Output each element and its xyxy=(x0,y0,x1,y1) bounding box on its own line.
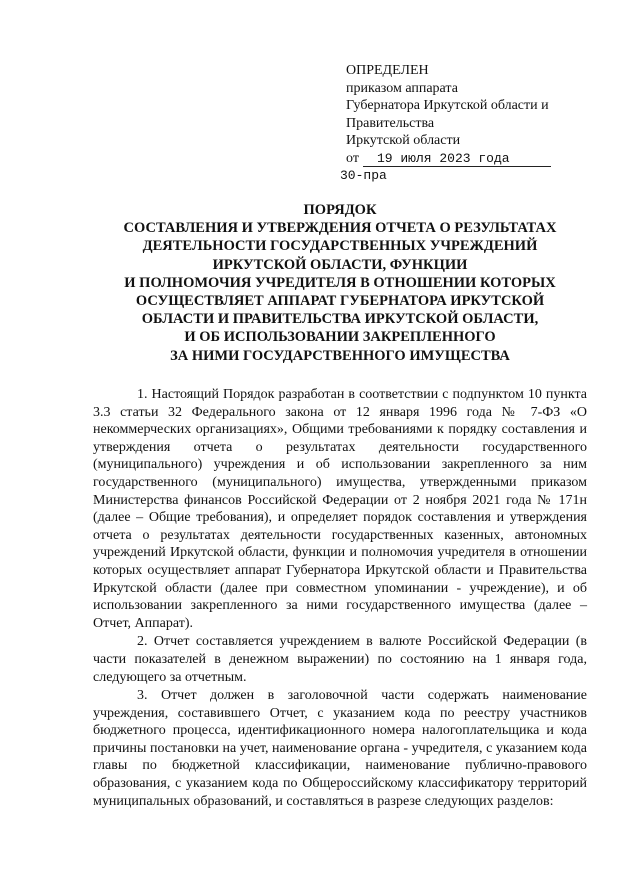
title-line: ПОРЯДОК xyxy=(303,202,377,218)
title-line: ИРКУТСКОЙ ОБЛАСТИ, ФУНКЦИИ xyxy=(212,256,468,273)
title-line: ЗА НИМИ ГОСУДАРСТВЕННОГО ИМУЩЕСТВА xyxy=(170,347,510,364)
title-line: И ОБ ИСПОЛЬЗОВАНИИ ЗАКРЕПЛЕННОГО xyxy=(184,329,496,346)
paragraph-1: 1. Настоящий Порядок разработан в соответствии с подпунктом 10 пункта 3.3 статьи 32 Федерального закона от 12 января 1996 года № 7-ФЗ «О некоммерческих организациях», Общими требованиями к порядку составления и утверждения отчета о результатах деятельности государственного (муниципального) учреждения и об использовании закрепленного за ним государственного (муниципального) имущества, утвержденными приказом Министерства финансов Российской Федерации от 2 ноября 2021 года № 171н (далее – Общие требования), и определяет порядок составления и утверждения отчета о результатах деятельности государственных казенных, автономных учреждений Иркутской области, функции и полномочия учредителя в отношении которых осуществляет аппарат Губернатора Иркутской области и Правительства Иркутской области (далее при совместном упоминании - учреждение), и об использовании закрепленного за ними государственного имущества (далее – Отчет, Аппарат). xyxy=(93,387,587,631)
paragraph-3: 3. Отчет должен в заголовочной части содержать наименование учреждения, составившего Отчет, с указанием кода по реестру участников бюджетного процесса, идентификационного номера налогоплательщика и кода причины постановки на учет, наименование органа - учредителя, с указанием кода главы по бюджетной классификации, наименование публично-правового образования, с указанием кода по Общероссийскому классификатору территорий муниципальных образований, и составляться в разрезе следующих разделов: xyxy=(93,688,587,809)
approval-date-line xyxy=(346,150,586,168)
approval-date: 19 июля 2023 года xyxy=(363,151,551,167)
title-line: СОСТАВЛЕНИЯ И УТВЕРЖДЕНИЯ ОТЧЕТА О РЕЗУЛЬТАТАХ xyxy=(123,220,557,237)
date-prefix: от xyxy=(346,150,359,166)
approval-line: Правительства xyxy=(346,115,435,131)
approval-line: ОПРЕДЕЛЕН xyxy=(346,63,429,78)
document-body xyxy=(93,386,587,810)
document-title xyxy=(100,201,580,365)
title-line: ОБЛАСТИ И ПРАВИТЕЛЬСТВА ИРКУТСКОЙ ОБЛАСТИ, xyxy=(141,311,539,328)
title-line: ДЕЯТЕЛЬНОСТИ ГОСУДАРСТВЕННЫХ УЧРЕЖДЕНИЙ xyxy=(142,238,538,255)
approval-line: приказом аппарата xyxy=(346,80,458,96)
order-number: 30-пра xyxy=(340,168,387,183)
approval-block xyxy=(340,62,586,185)
approval-line: Иркутской области xyxy=(346,133,461,148)
paragraph-2: 2. Отчет составляется учреждением в валюте Российской Федерации (в части показателей в денежном выражении) по состоянию на 1 января года, следующего за отчетным. xyxy=(93,634,587,685)
title-line: ОСУЩЕСТВЛЯЕТ АППАРАТ ГУБЕРНАТОРА ИРКУТСКОЙ xyxy=(135,293,545,310)
title-line: И ПОЛНОМОЧИЯ УЧРЕДИТЕЛЯ В ОТНОШЕНИИ КОТОРЫХ xyxy=(124,274,556,291)
approval-line: Губернатора Иркутской области и xyxy=(346,98,549,113)
